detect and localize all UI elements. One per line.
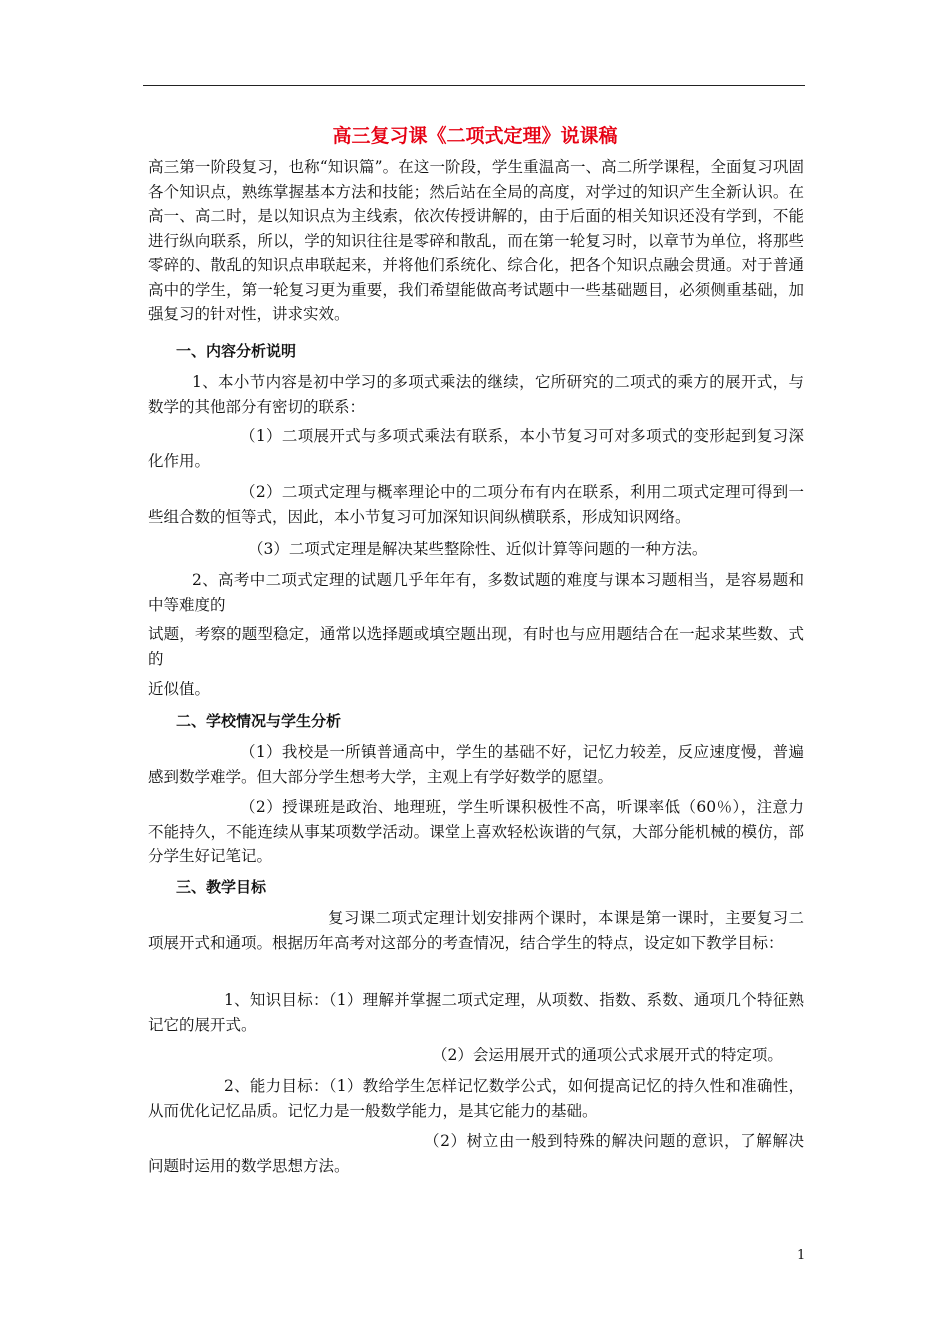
section-1-paragraph-2: 2、高考中二项式定理的试题几乎年年有，多数试题的难度与课本习题相当，是容易题和中等难度的: [148, 571, 804, 614]
section-1-paragraph-2-end: 近似值。: [148, 680, 211, 698]
section-1-paragraph-2-cont: 试题，考察的题型稳定，通常以选择题或填空题出现，有时也与应用题结合在一起求某些数、式的: [148, 625, 804, 668]
document-title: 高三复习课《二项式定理》说课稿: [332, 125, 618, 147]
section-3-ability-goal-2: （2）树立由一般到特殊的解决问题的意识，了解解决问题时运用的数学思想方法。: [148, 1132, 804, 1175]
section-3-knowledge-goal: 1、知识目标：（1）理解并掌握二项式定理，从项数、指数、系数、通项几个特征熟记它的展开式。: [148, 991, 804, 1034]
page-number: 1: [797, 1248, 806, 1263]
section-3-heading: 三、教学目标: [176, 878, 267, 896]
section-2-item-2: （2）授课班是政治、地理班，学生听课积极性不高，听课率低（60％），注意力不能持久，不能连续从事某项数学活动。课堂上喜欢轻松诙谐的气氛，大部分能机械的模仿，部分学生好记笔记。: [148, 798, 804, 865]
intro-paragraph: 高三第一阶段复习，也称“知识篇”。在这一阶段，学生重温高一、高二所学课程，全面复习巩固各个知识点，熟练掌握基本方法和技能；然后站在全局的高度，对学过的知识产生全新认识。在高一、高二时，是以知识点为主线索，依次传授讲解的，由于后面的相关知识还没有学到，不能进行纵向联系，所以，学的知识往往是零碎和散乱，而在第一轮复习时，以章节为单位，将那些零碎的、散乱的知识点串联起来，并将他们系统化、综合化，把各个知识点融会贯通。对于普通高中的学生，第一轮复习更为重要，我们希望能做高考试题中一些基础题目，必须侧重基础，加强复习的针对性，讲求实效。: [148, 158, 804, 323]
header-rule: [143, 85, 805, 86]
section-3-ability-goal: 2、能力目标：（1）教给学生怎样记忆数学公式，如何提高记忆的持久性和准确性，从而优化记忆品质。记忆力是一般数学能力，是其它能力的基础。: [148, 1077, 804, 1120]
section-3-knowledge-goal-2: （2）会运用展开式的通项公式求展开式的特定项。: [432, 1046, 783, 1064]
section-2-heading: 二、学校情况与学生分析: [176, 712, 342, 730]
section-1-heading: 一、内容分析说明: [176, 342, 297, 360]
section-1-item-1: （1）二项展开式与多项式乘法有联系，本小节复习可对多项式的变形起到复习深化作用。: [148, 427, 804, 470]
section-1-item-3: （3）二项式定理是解决某些整除性、近似计算等问题的一种方法。: [248, 540, 708, 558]
section-1-item-2: （2）二项式定理与概率理论中的二项分布有内在联系，利用二项式定理可得到一些组合数的恒等式，因此，本小节复习可加深知识间纵横联系，形成知识网络。: [148, 483, 804, 526]
section-3-paragraph-1: 复习课二项式定理计划安排两个课时，本课是第一课时，主要复习二项展开式和通项。根据历年高考对这部分的考查情况，结合学生的特点，设定如下教学目标：: [148, 909, 804, 952]
section-1-paragraph-1: 1、本小节内容是初中学习的多项式乘法的继续，它所研究的二项式的乘方的展开式，与数学的其他部分有密切的联系：: [148, 373, 804, 416]
section-2-item-1: （1）我校是一所镇普通高中，学生的基础不好，记忆力较差，反应速度慢，普遍感到数学难学。但大部分学生想考大学，主观上有学好数学的愿望。: [148, 743, 804, 786]
